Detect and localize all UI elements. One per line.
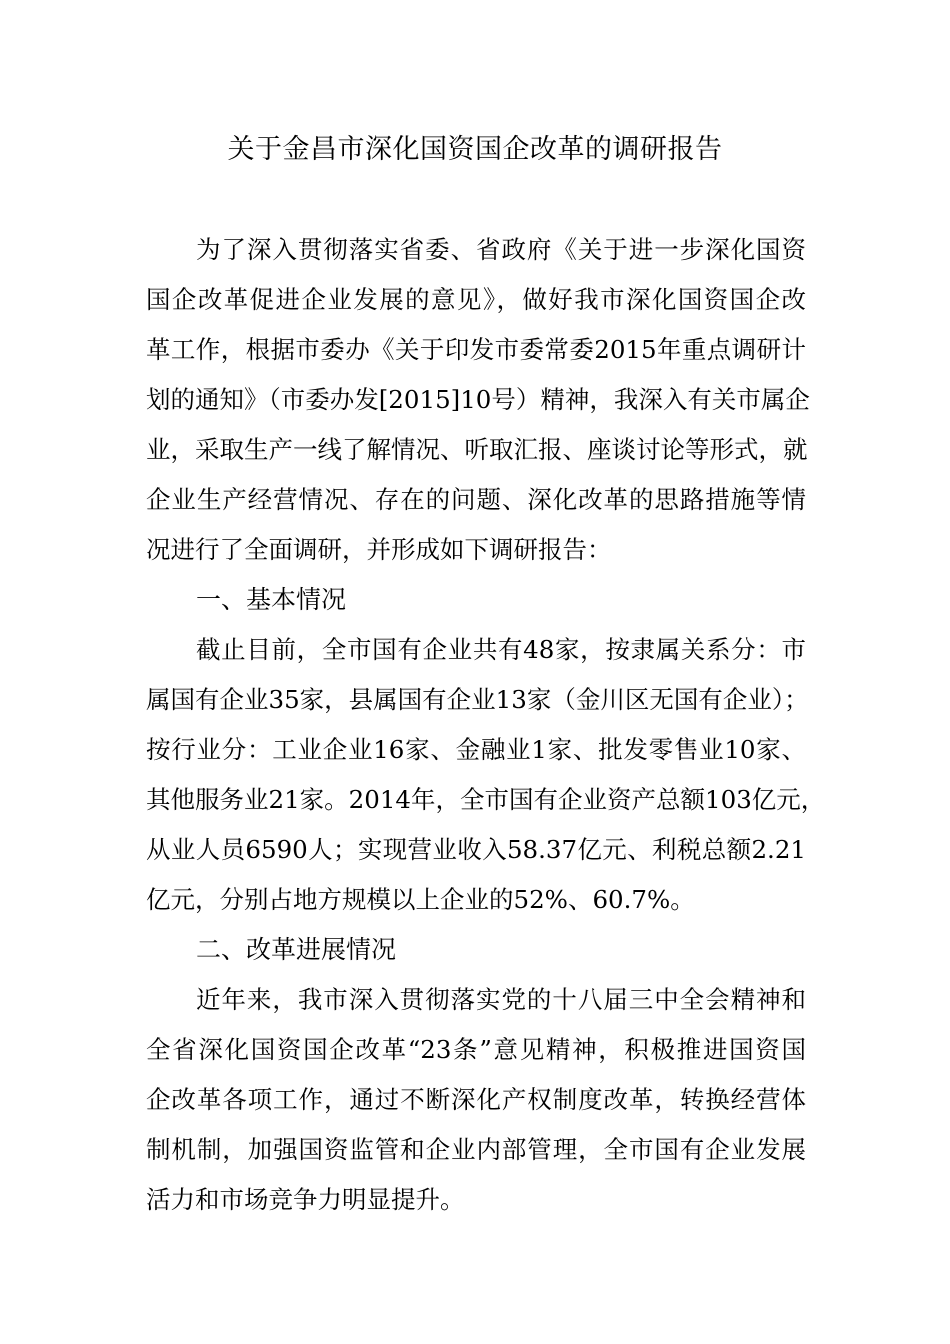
intro-line-5: 业，采取生产一线了解情况、听取汇报、座谈讨论等形式，就 xyxy=(146,435,808,464)
section-2-line-1: 近年来，我市深入贯彻落实党的十八届三中全会精神和 xyxy=(196,985,806,1014)
section-1-line-4: 其他服务业21家。2014年，全市国有企业资产总额103亿元， xyxy=(146,785,826,814)
section-1-heading: 一、基本情况 xyxy=(196,585,347,614)
intro-line-1: 为了深入贯彻落实省委、省政府《关于进一步深化国资 xyxy=(196,235,806,264)
section-1-line-3: 按行业分：工业企业16家、金融业1家、批发零售业10家、 xyxy=(146,735,806,764)
intro-line-7: 况进行了全面调研，并形成如下调研报告： xyxy=(146,535,612,564)
section-1-line-6: 亿元，分别占地方规模以上企业的52%、60.7%。 xyxy=(146,885,695,914)
section-1-line-1: 截止目前，全市国有企业共有48家，按隶属关系分：市 xyxy=(196,635,806,664)
intro-line-2: 国企改革促进企业发展的意见》，做好我市深化国资国企改 xyxy=(146,285,806,314)
intro-line-3: 革工作，根据市委办《关于印发市委常委2015年重点调研计 xyxy=(146,335,806,364)
section-2-line-4: 制机制，加强国资监管和企业内部管理，全市国有企业发展 xyxy=(146,1135,806,1164)
section-1-line-2: 属国有企业35家，县属国有企业13家（金川区无国有企业）； xyxy=(146,685,809,714)
section-2-line-2: 全省深化国资国企改革“23条”意见精神，积极推进国资国 xyxy=(146,1035,806,1064)
intro-line-4: 划的通知》（市委办发[2015]10号）精神，我深入有关市属企 xyxy=(146,385,810,414)
intro-line-6: 企业生产经营情况、存在的问题、深化改革的思路措施等情 xyxy=(146,485,806,514)
section-2-heading: 二、改革进展情况 xyxy=(196,935,397,964)
section-2-line-3: 企改革各项工作，通过不断深化产权制度改革，转换经营体 xyxy=(146,1085,806,1114)
document-title: 关于金昌市深化国资国企改革的调研报告 xyxy=(227,134,723,165)
section-1-line-5: 从业人员6590人；实现营业收入58.37亿元、利税总额2.21 xyxy=(146,835,806,864)
section-2-line-5: 活力和市场竞争力明显提升。 xyxy=(146,1185,465,1214)
